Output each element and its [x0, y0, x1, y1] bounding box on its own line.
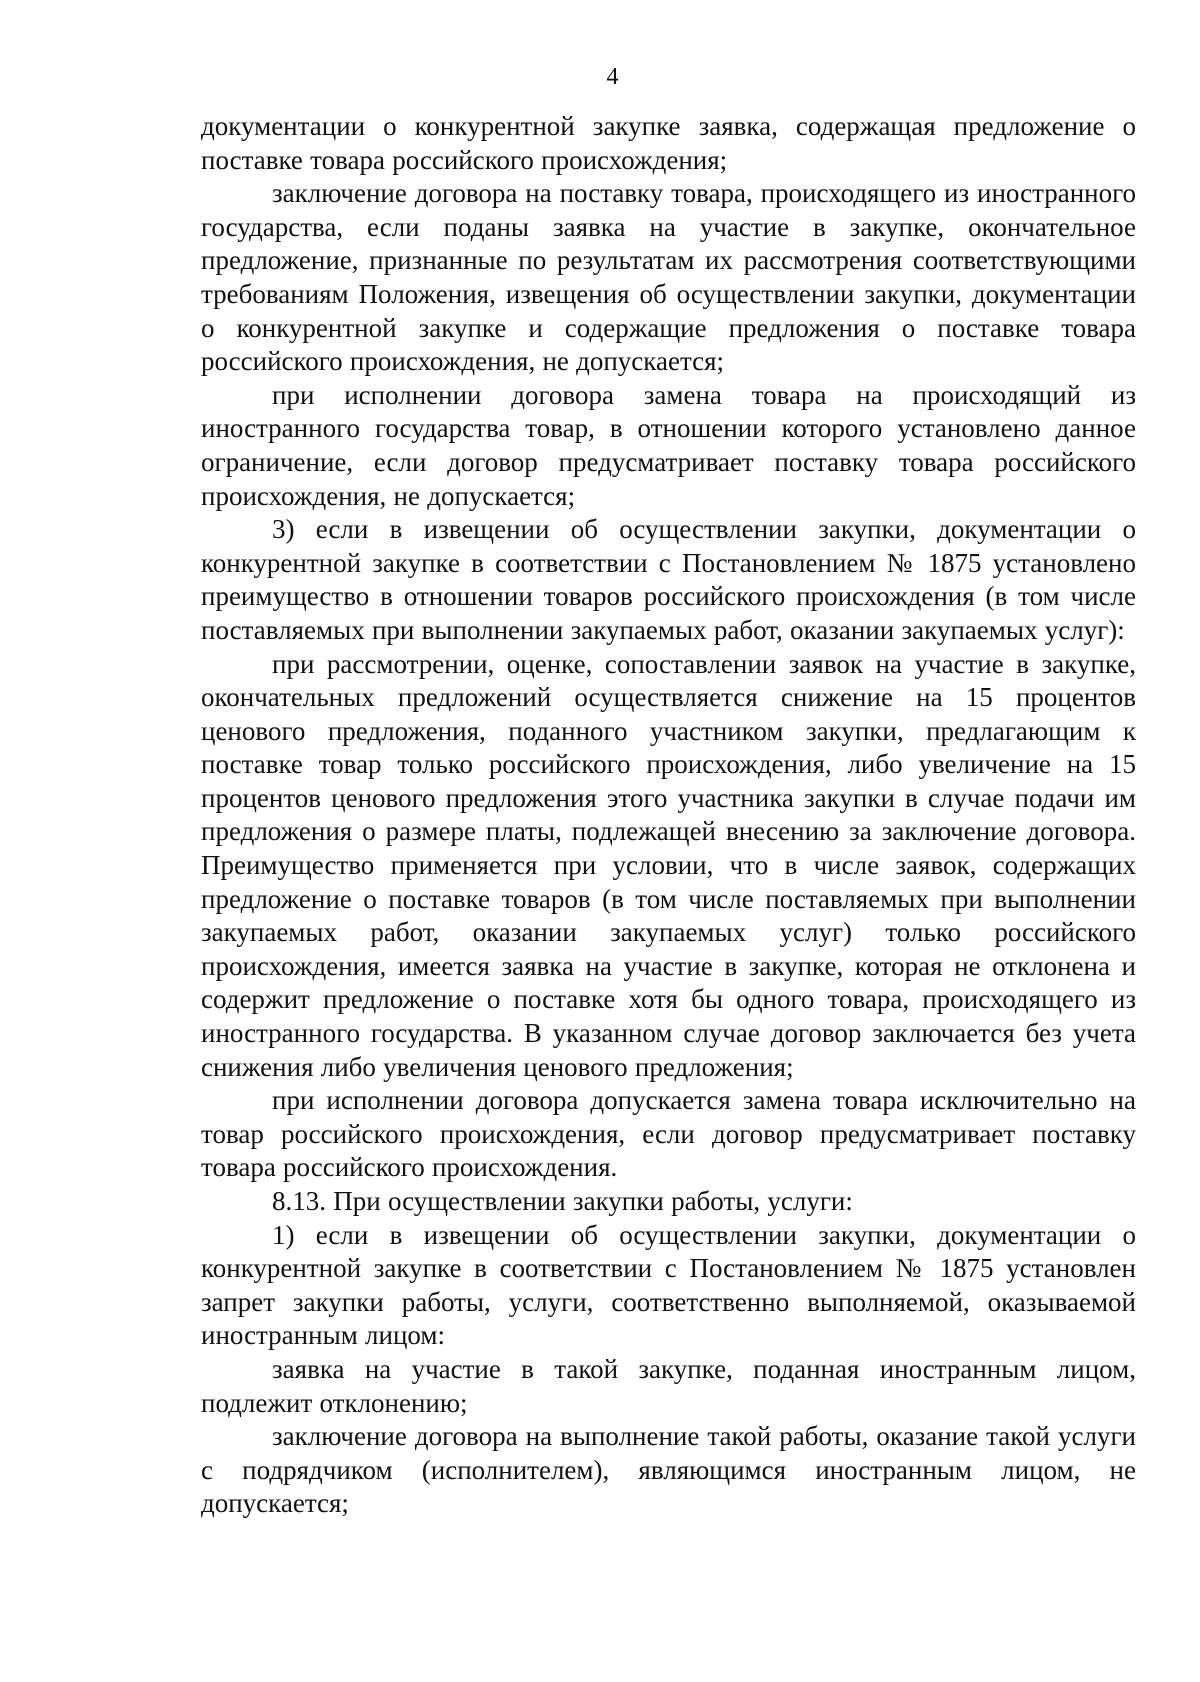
paragraph-application-rejection: заявка на участие в такой закупке, поданная иностранным лицом, подлежит отклонению; [201, 1353, 1136, 1418]
paragraph-replacement-allowed: при исполнении договора допускается замена товара исключительно на товар российского происхождения, если договор предусматривает поставку товара российского происхождения. [201, 1085, 1136, 1183]
section-8-13-heading: 8.13. При осуществлении закупки работы, услуги: [272, 1186, 853, 1216]
paragraph-continuation: документации о конкурентной закупке заявка, содержащая предложение о поставке товара российского происхождения; [201, 111, 1136, 175]
document-body [201, 110, 1136, 1521]
paragraph-item-1: 1) если в извещении об осуществлении закупки, документации о конкурентной закупке в соответствии с Постановлением № 1875 установлен запрет закупки работы, услуги, соответственно выполняемой, оказываемой иностранным лицом: [201, 1219, 1136, 1351]
paragraph-item-3: 3) если в извещении об осуществлении закупки, документации о конкурентной закупке в соответствии с Постановлением № 1875 установлено преимущество в отношении товаров российского происхождения (в том числе поставляемых при выполнении закупаемых работ, оказании закупаемых услуг): [201, 514, 1136, 645]
paragraph-replacement-prohibition: при исполнении договора замена товара на происходящий из иностранного государства товар, в отношении которого установлено данное ограничение, если договор предусматривает поставку товара российского происхождения, не допускается; [201, 379, 1136, 511]
paragraph-price-reduction: при рассмотрении, оценке, сопоставлении заявок на участие в закупке, окончательных предложений осуществляется снижение на 15 процентов ценового предложения, поданного участником закупки, предлагающим к поставке товар только российского происхождения, либо увеличение на 15 процентов ценового предложения этого участника закупки в случае подачи им предложения о размере платы, подлежащей внесению за заключение договора. Преимущество применяется при условии, что в числе заявок, содержащих предложение о поставке товаров (в том числе поставляемых при выполнении закупаемых работ, оказании закупаемых услуг) только российского происхождения, имеется заявка на участие в закупке, которая не отклонена и содержит предложение о поставке хотя бы одного товара, происходящего из иностранного государства. В указанном случае договор заключается без учета снижения либо увеличения ценового предложения; [201, 648, 1136, 1082]
paragraph-foreign-contractor: заключение договора на выполнение такой работы, оказание такой услуги с подрядчиком (исполнителем), являющимся иностранным лицом, не допускается; [201, 1421, 1136, 1519]
page-number: 4 [606, 64, 619, 90]
paragraph-contract-prohibition: заключение договора на поставку товара, происходящего из иностранного государства, если поданы заявка на участие в закупке, окончательное предложение, признанные по результатам их рассмотрения соответствующими требованиям Положения, извещения об осуществлении закупки, документации о конкурентной закупке и содержащие предложения о поставке товара российского происхождения, не допускается; [201, 178, 1136, 377]
